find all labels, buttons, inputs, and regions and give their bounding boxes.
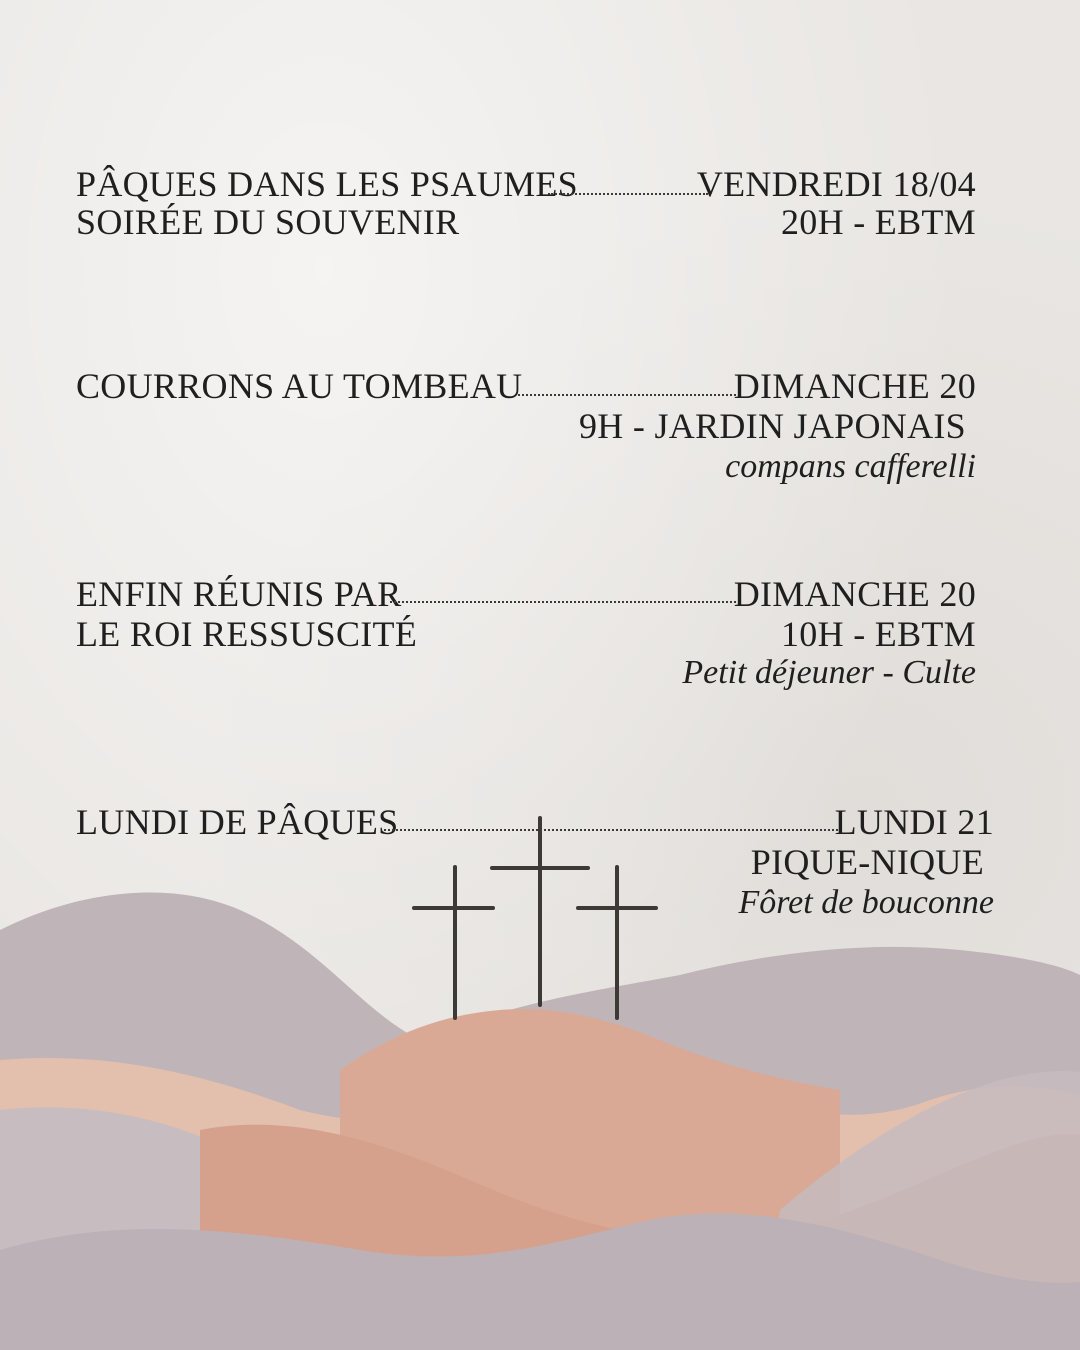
event-4-date: LUNDI 21 <box>834 802 994 842</box>
event-2-date: DIMANCHE 20 <box>733 366 976 406</box>
event-3-date: DIMANCHE 20 <box>733 574 976 614</box>
event-1-date: VENDREDI 18/04 <box>696 164 976 204</box>
event-3-note: Petit déjeuner - Culte <box>682 654 976 691</box>
event-1-time-place: 20H - EBTM <box>781 202 976 242</box>
event-4-leader <box>384 829 838 831</box>
event-2-note: compans cafferelli <box>725 448 976 485</box>
event-4-time-place: PIQUE-NIQUE <box>750 842 984 882</box>
event-1-leader <box>548 193 708 195</box>
event-2-title-line1: COURRONS AU TOMBEAU <box>76 366 523 406</box>
event-1-title-line1: PÂQUES DANS LES PSAUMES <box>76 164 579 204</box>
event-2-time-place: 9H - JARDIN JAPONAIS <box>578 406 966 446</box>
event-3-leader <box>390 601 736 603</box>
event-4-note: Fôret de bouconne <box>738 884 994 921</box>
event-3-title-line1: ENFIN RÉUNIS PAR <box>76 574 402 614</box>
event-4-title-line1: LUNDI DE PÂQUES <box>76 802 399 842</box>
event-3-title-line2: LE ROI RESSUSCITÉ <box>76 614 418 654</box>
event-3-time-place: 10H - EBTM <box>781 614 976 654</box>
event-2-leader <box>518 394 736 396</box>
event-1-title-line2: SOIRÉE DU SOUVENIR <box>76 202 460 242</box>
